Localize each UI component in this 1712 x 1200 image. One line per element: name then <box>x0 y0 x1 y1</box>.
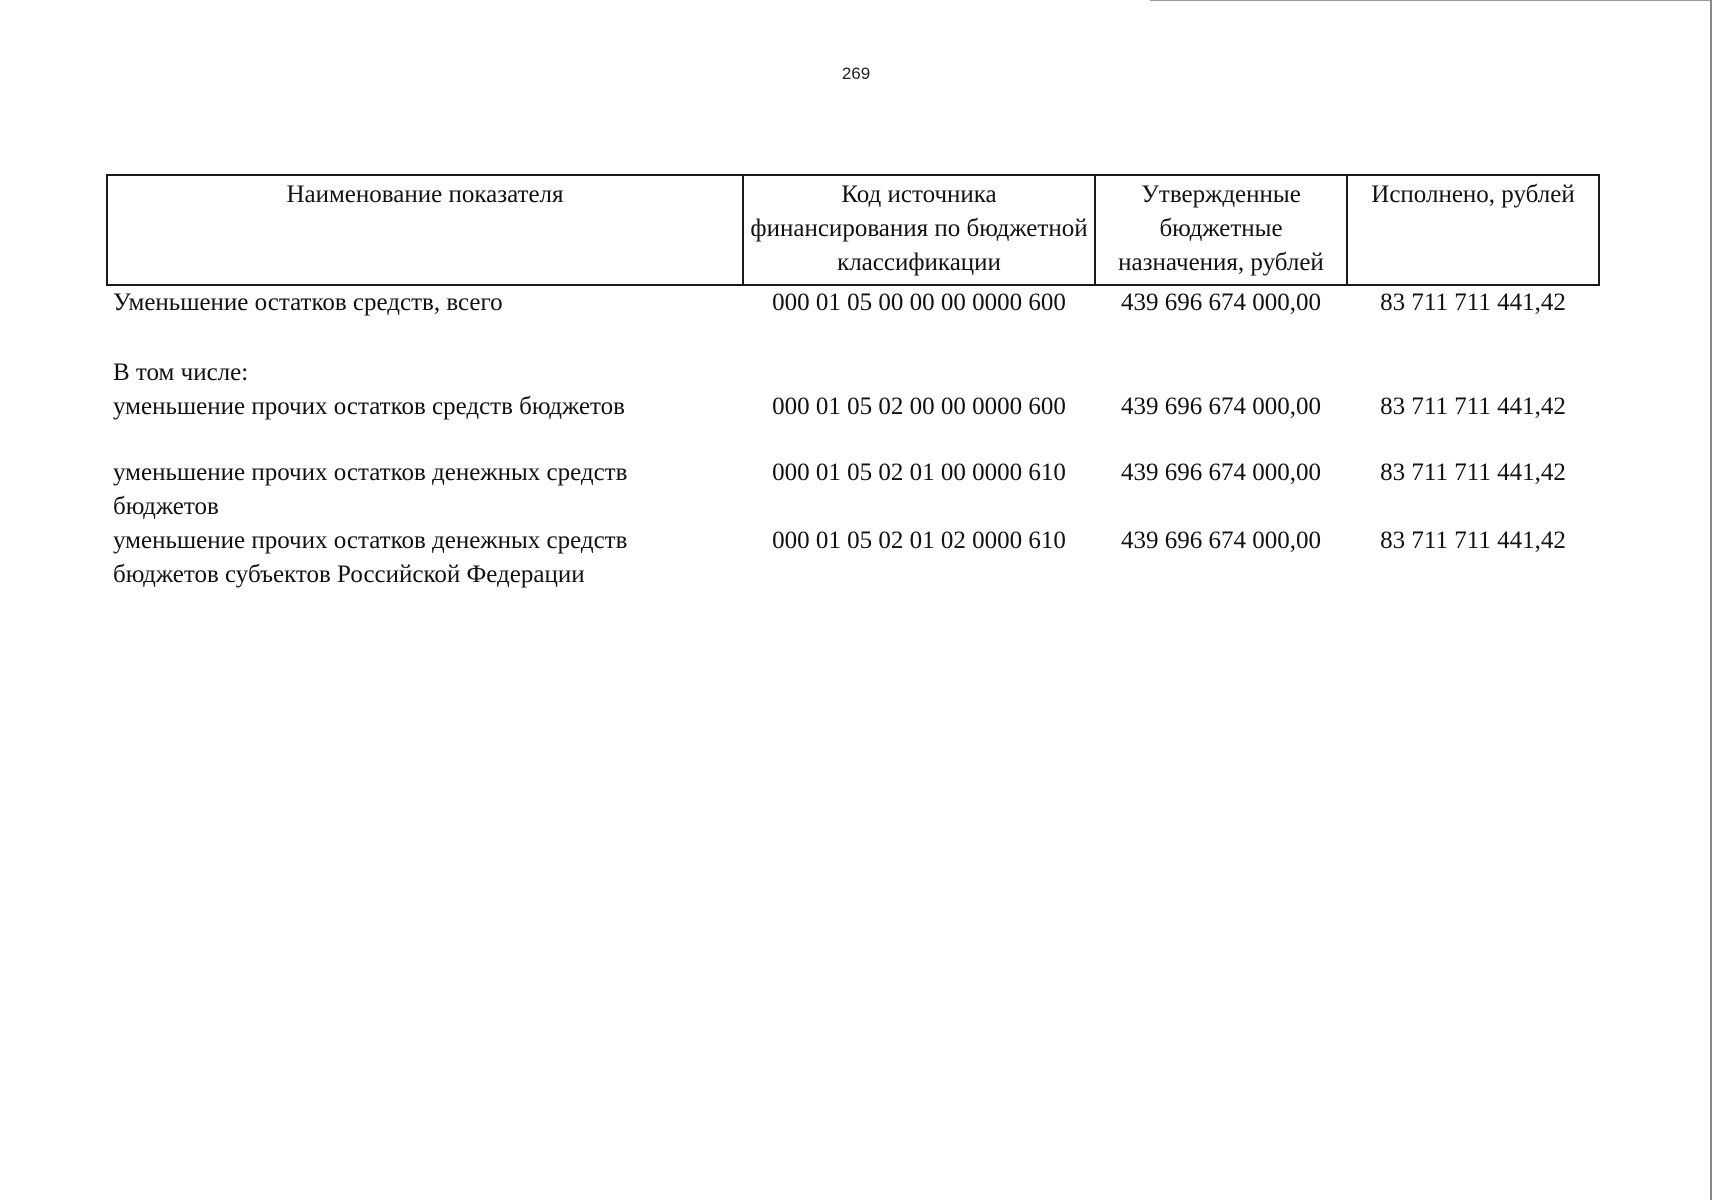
header-approved-amount: Утвержденные бюджетные назначения, рублей <box>1095 175 1347 285</box>
row-approved: 439 696 674 000,00 <box>1121 527 1321 554</box>
row-executed: 83 711 711 441,42 <box>1380 459 1566 486</box>
table-row <box>107 356 1599 390</box>
row-approved: 439 696 674 000,00 <box>1121 459 1321 486</box>
row-executed: 83 711 711 441,42 <box>1380 393 1566 420</box>
table-body <box>107 285 1599 592</box>
row-name: уменьшение прочих остатков денежных средств бюджетов субъектов Российской Федерации <box>113 527 628 588</box>
page-number: 269 <box>841 64 871 83</box>
row-code: 000 01 05 02 00 00 0000 600 <box>772 393 1066 420</box>
scan-edge-top <box>1150 0 1712 1</box>
budget-sources-table <box>106 174 1600 592</box>
header-executed-amount: Исполнено, рублей <box>1347 175 1599 285</box>
row-spacer <box>107 320 1599 356</box>
table-header <box>107 175 1599 285</box>
row-name: В том числе: <box>113 359 249 386</box>
table-row <box>107 285 1599 320</box>
row-approved <box>1095 356 1347 390</box>
header-row <box>107 175 1599 285</box>
row-code <box>743 356 1095 390</box>
row-name: уменьшение прочих остатков денежных средств бюджетов <box>113 459 628 520</box>
row-code: 000 01 05 02 01 02 0000 610 <box>772 527 1066 554</box>
row-approved: 439 696 674 000,00 <box>1121 289 1321 316</box>
row-executed <box>1347 356 1599 390</box>
row-name: уменьшение прочих остатков средств бюджетов <box>113 393 625 420</box>
row-executed: 83 711 711 441,42 <box>1380 527 1566 554</box>
header-source-code: Код источника финансирования по бюджетной классификации <box>743 175 1095 285</box>
table-row <box>107 456 1599 524</box>
row-spacer <box>107 424 1599 456</box>
row-code: 000 01 05 00 00 00 0000 600 <box>772 289 1066 316</box>
table-row <box>107 524 1599 592</box>
header-indicator-name: Наименование показателя <box>107 175 743 285</box>
table-row <box>107 390 1599 424</box>
row-name: Уменьшение остатков средств, всего <box>113 289 503 316</box>
row-executed: 83 711 711 441,42 <box>1380 289 1566 316</box>
row-code: 000 01 05 02 01 00 0000 610 <box>772 459 1066 486</box>
row-approved: 439 696 674 000,00 <box>1121 393 1321 420</box>
